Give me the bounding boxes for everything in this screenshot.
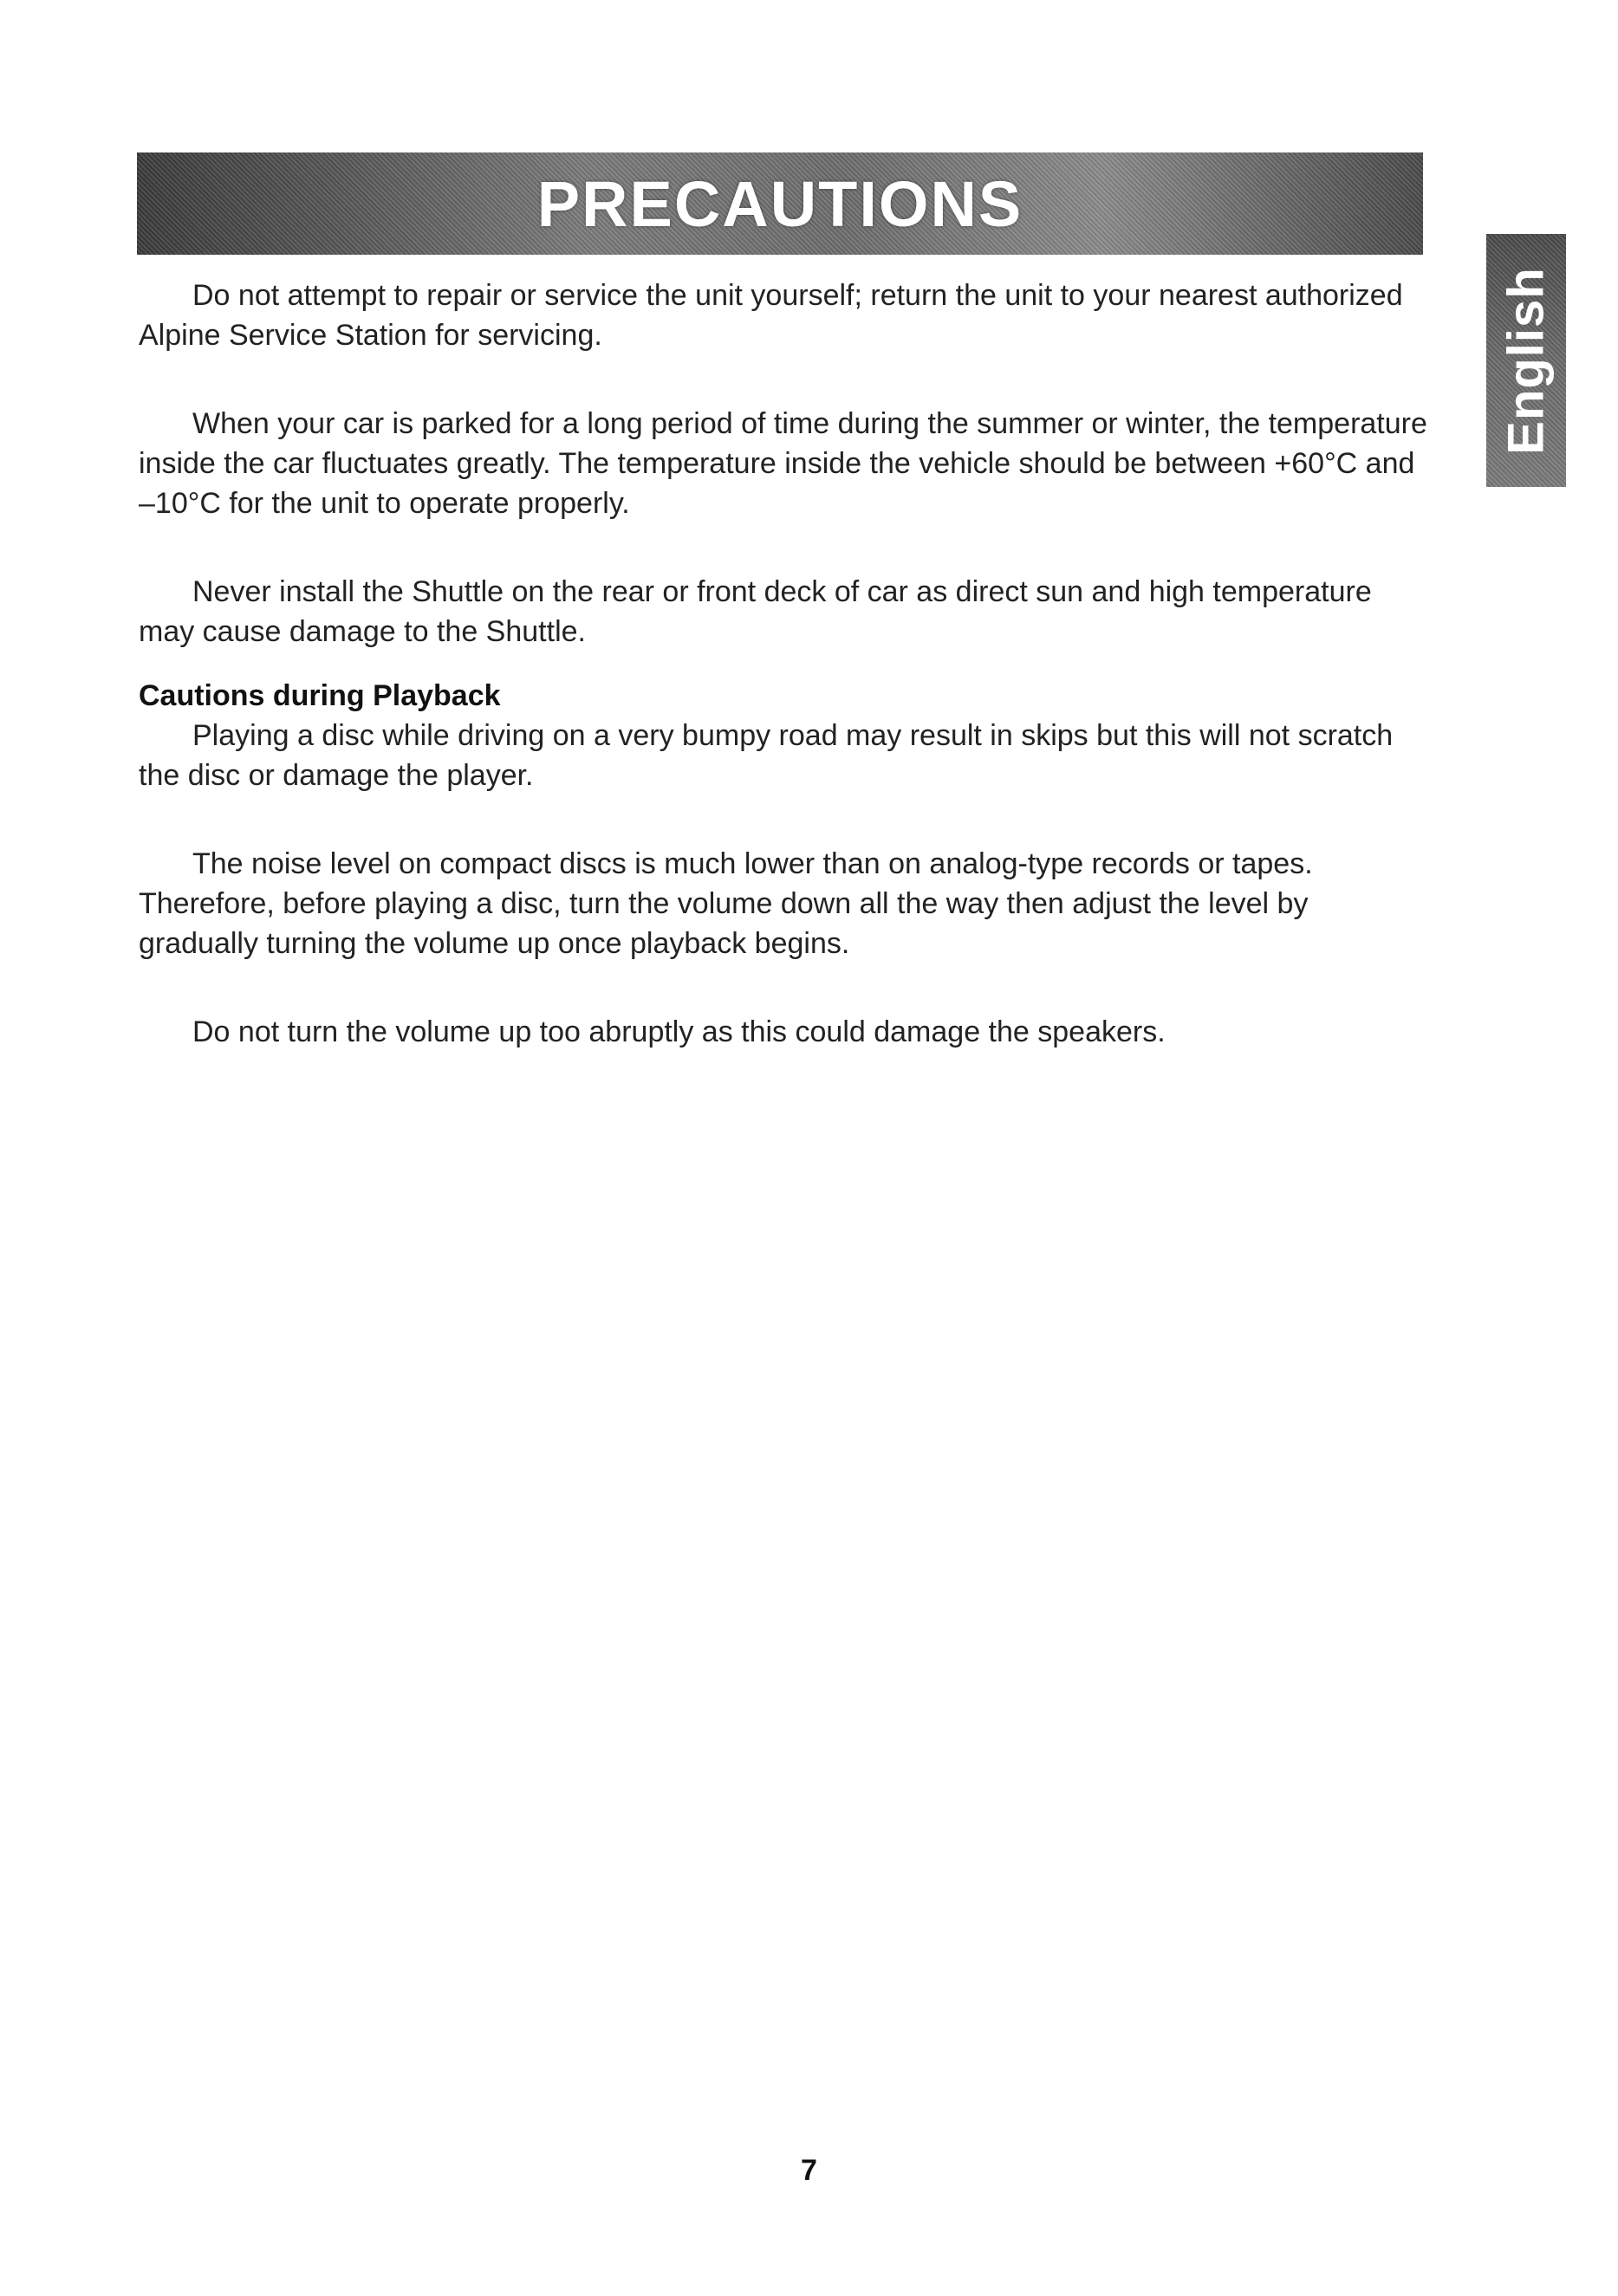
main-content <box>139 276 1430 1052</box>
page-number: 7 <box>801 2154 817 2187</box>
language-tab-label: English <box>1498 266 1555 455</box>
title-banner <box>137 152 1423 255</box>
paragraph-noise: The noise level on compact discs is much lower than on analog-type records or tapes. Therefore, before playing a disc, turn the volume down all the way then adjust the level by gradually turning the volume up once playback begins. <box>139 847 1313 960</box>
language-tab <box>1486 234 1566 487</box>
paragraph-repair: Do not attempt to repair or service the unit yourself; return the unit to your nearest authorized Alpine Service Station for servicing. <box>139 279 1403 352</box>
paragraph-shuttle: Never install the Shuttle on the rear or front deck of car as direct sun and high temperature may cause damage to the Shuttle. <box>139 575 1372 648</box>
section-heading-playback: Cautions during Playback <box>139 679 501 712</box>
page-title: PRECAUTIONS <box>536 167 1023 240</box>
paragraph-temperature: When your car is parked for a long period of time during the summer or winter, the temperature inside the car fluctuates greatly. The temperature inside the vehicle should be between +60°C and –10°C for the unit to operate properly. <box>139 407 1427 520</box>
paragraph-skips: Playing a disc while driving on a very bumpy road may result in skips but this will not scratch the disc or damage the player. <box>139 719 1394 792</box>
paragraph-volume: Do not turn the volume up too abruptly as this could damage the speakers. <box>192 1015 1166 1048</box>
